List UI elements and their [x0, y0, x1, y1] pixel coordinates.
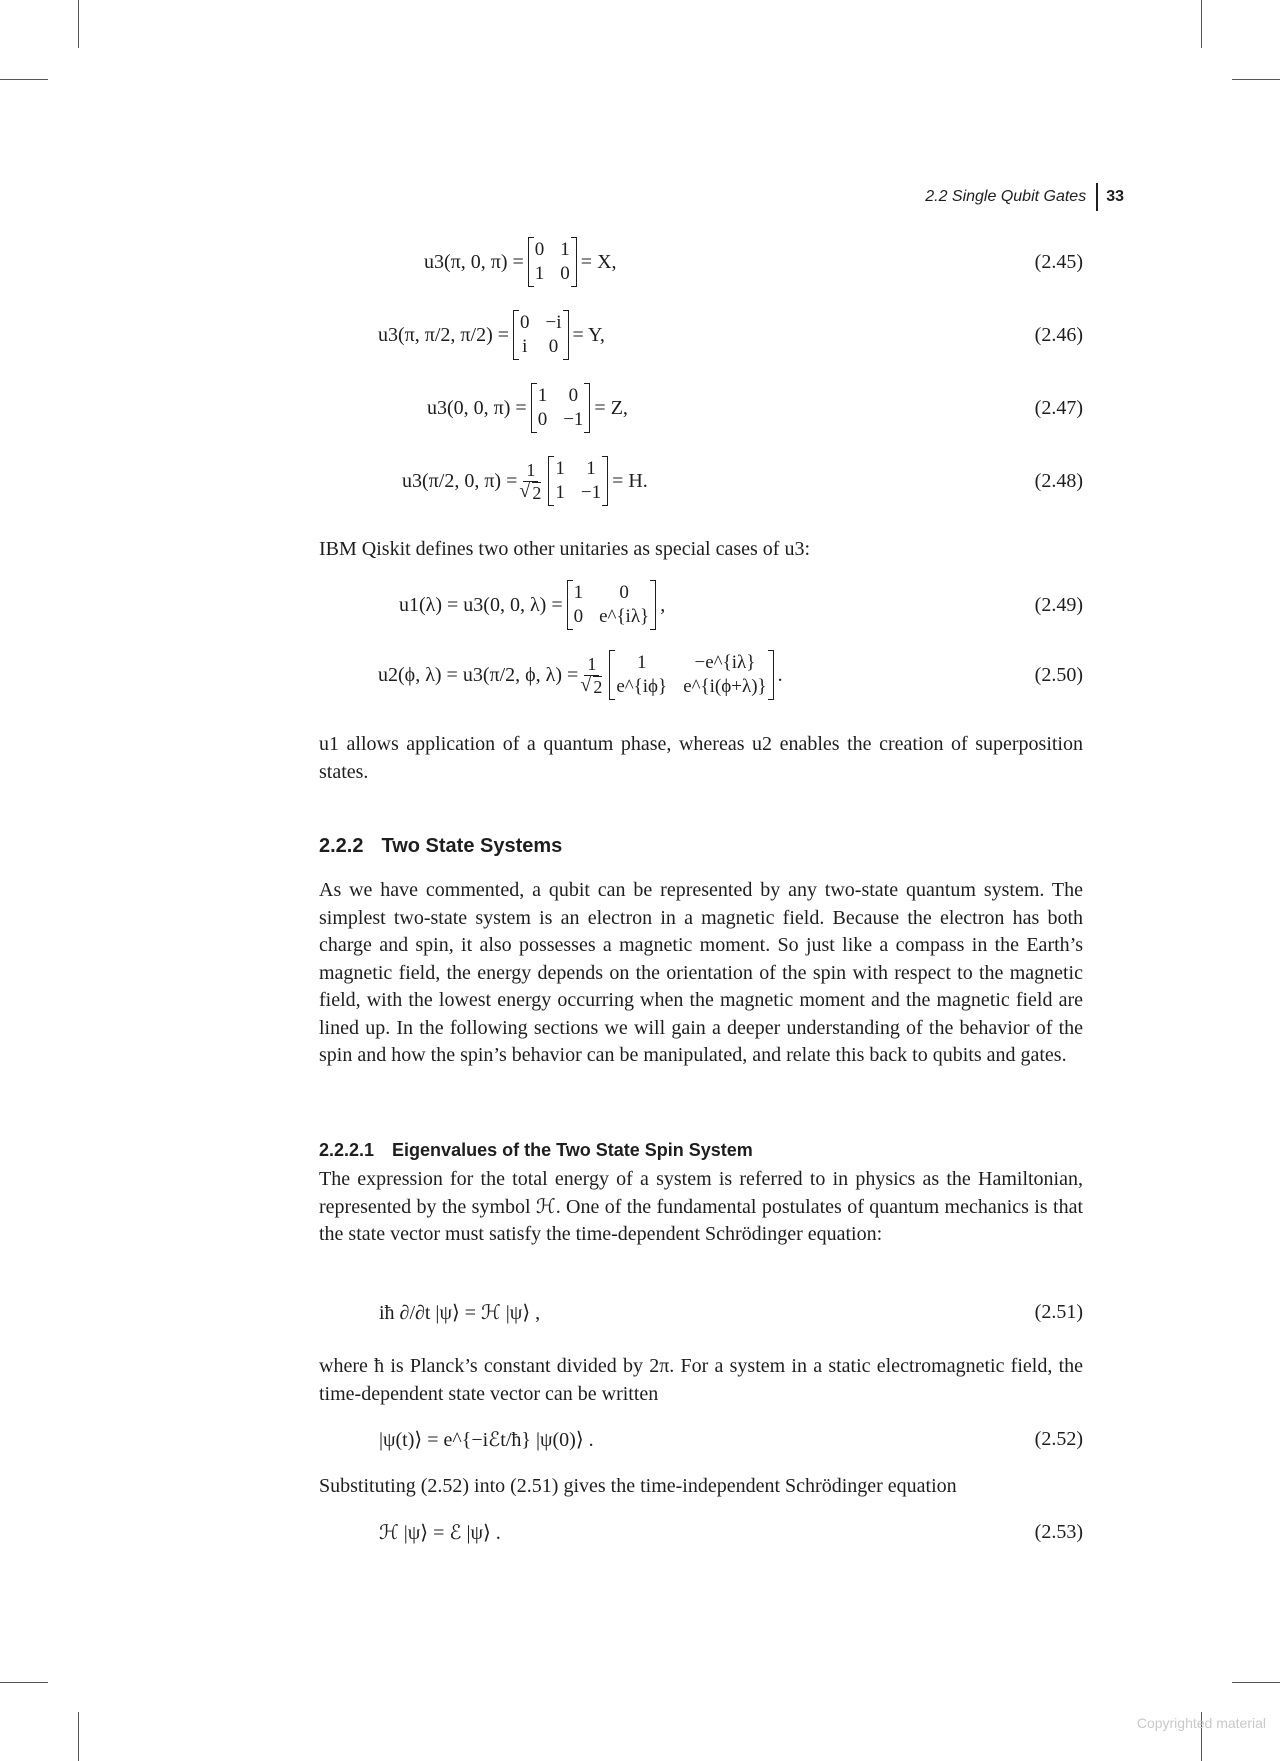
- equation-2-47: [319, 383, 1083, 433]
- equation-lhs: u3(0, 0, π) =: [427, 396, 527, 419]
- equation-number: (2.49): [1034, 593, 1083, 616]
- equation-number: (2.45): [1034, 250, 1083, 273]
- page-number: 33: [1106, 188, 1124, 205]
- equation-number: (2.52): [1034, 1428, 1083, 1450]
- watermark: Copyrighted material: [1136, 1715, 1266, 1731]
- equation-lhs: u2(ϕ, λ) = u3(π/2, ϕ, λ) =: [378, 663, 579, 686]
- crop-mark: [1232, 1682, 1280, 1683]
- equation-2-46: [319, 310, 1083, 360]
- equation-number: (2.50): [1034, 663, 1083, 686]
- equation-rhs: = X,: [580, 250, 617, 273]
- crop-mark: [0, 79, 48, 80]
- equation-number: (2.47): [1034, 396, 1083, 419]
- equation-2-45: [319, 237, 1083, 287]
- paragraph: u1 allows application of a quantum phase, whereas u2 enables the creation of superposition states.: [319, 733, 1083, 783]
- matrix: 0 1 1 0: [528, 237, 577, 287]
- equation-rhs: ,: [660, 593, 666, 616]
- equation-expression: ℋ |ψ⟩ = ℰ |ψ⟩ .: [379, 1522, 501, 1544]
- equation-lhs: u3(π, π/2, π/2) =: [378, 323, 510, 346]
- fraction: 1 √ 2: [520, 459, 541, 504]
- matrix: 1 −e^{iλ} e^{iϕ} e^{i(ϕ+λ)}: [609, 650, 773, 700]
- matrix: 1 0 0 e^{iλ}: [567, 580, 657, 630]
- crop-mark: [78, 0, 79, 48]
- paragraph: As we have commented, a qubit can be represented by any two-state quantum system. The simplest two-state system is an electron in a magnetic field. Because the electron has both charge and spin, it also possesses a magnetic moment. So just like a compass in the Earth’s magnetic field, the energy depends on the orientation of the spin with respect to the magnetic field, with the lowest energy occurring when the magnetic moment and the magnetic field are lined up. In the following sections we will gain a deeper understanding of the behavior of the spin and how the spin’s behavior can be manipulated, and relate this back to qubits and gates.: [319, 879, 1083, 1066]
- equation-lhs: u1(λ) = u3(0, 0, λ) =: [399, 593, 563, 616]
- equation-rhs: .: [777, 663, 783, 686]
- equation-lhs: u3(π/2, 0, π) =: [402, 469, 518, 492]
- equation-expression: |ψ(t)⟩ = e^{−iℰt/ħ} |ψ(0)⟩ .: [379, 1429, 594, 1451]
- paragraph: Substituting (2.52) into (2.51) gives the time-independent Schrödinger equation: [319, 1475, 957, 1497]
- paragraph: IBM Qiskit defines two other unitaries as special cases of u3:: [319, 538, 810, 560]
- equation-2-48: [319, 456, 1083, 506]
- equation-number: (2.46): [1034, 323, 1083, 346]
- paragraph: where ħ is Planck’s constant divided by 2π. For a system in a static electromagnetic field, the time-dependent state vector can be written: [319, 1355, 1083, 1405]
- fraction: 1 √ 2: [581, 653, 602, 698]
- running-head-title: 2.2 Single Qubit Gates: [925, 188, 1087, 205]
- equation-2-53: [319, 1520, 1083, 1545]
- subsection-heading: 2.2.2.1 Eigenvalues of the Two State Spin System: [319, 1140, 753, 1160]
- matrix: 1 0 0 −1: [531, 383, 591, 433]
- paragraph: The expression for the total energy of a system is referred to in physics as the Hamiltonian, represented by the symbol ℋ. One of the fundamental postulates of quantum mechanics is that the state vector must satisfy the time-dependent Schrödinger equation:: [319, 1168, 1083, 1245]
- equation-number: (2.53): [1034, 1521, 1083, 1543]
- equation-number: (2.51): [1034, 1301, 1083, 1323]
- section-heading: 2.2.2 Two State Systems: [319, 835, 563, 857]
- equation-rhs: = Y,: [572, 323, 605, 346]
- equation-rhs: = H.: [612, 469, 648, 492]
- equation-number: (2.48): [1034, 469, 1083, 492]
- crop-mark: [0, 1682, 48, 1683]
- crop-mark: [1232, 79, 1280, 80]
- equation-2-52: [319, 1427, 1083, 1452]
- equation-2-49: [319, 580, 1083, 630]
- matrix: 0 −i i 0: [513, 310, 569, 360]
- matrix: 1 1 1 −1: [548, 456, 608, 506]
- crop-mark: [1201, 0, 1202, 48]
- equation-2-50: [319, 650, 1083, 700]
- equation-lhs: u3(π, 0, π) =: [424, 250, 524, 273]
- equation-rhs: = Z,: [594, 396, 628, 419]
- equation-2-51: [319, 1300, 1083, 1325]
- running-head: [925, 183, 1124, 211]
- crop-mark: [78, 1712, 79, 1761]
- equation-expression: iħ ∂/∂t |ψ⟩ = ℋ |ψ⟩ ,: [379, 1302, 541, 1324]
